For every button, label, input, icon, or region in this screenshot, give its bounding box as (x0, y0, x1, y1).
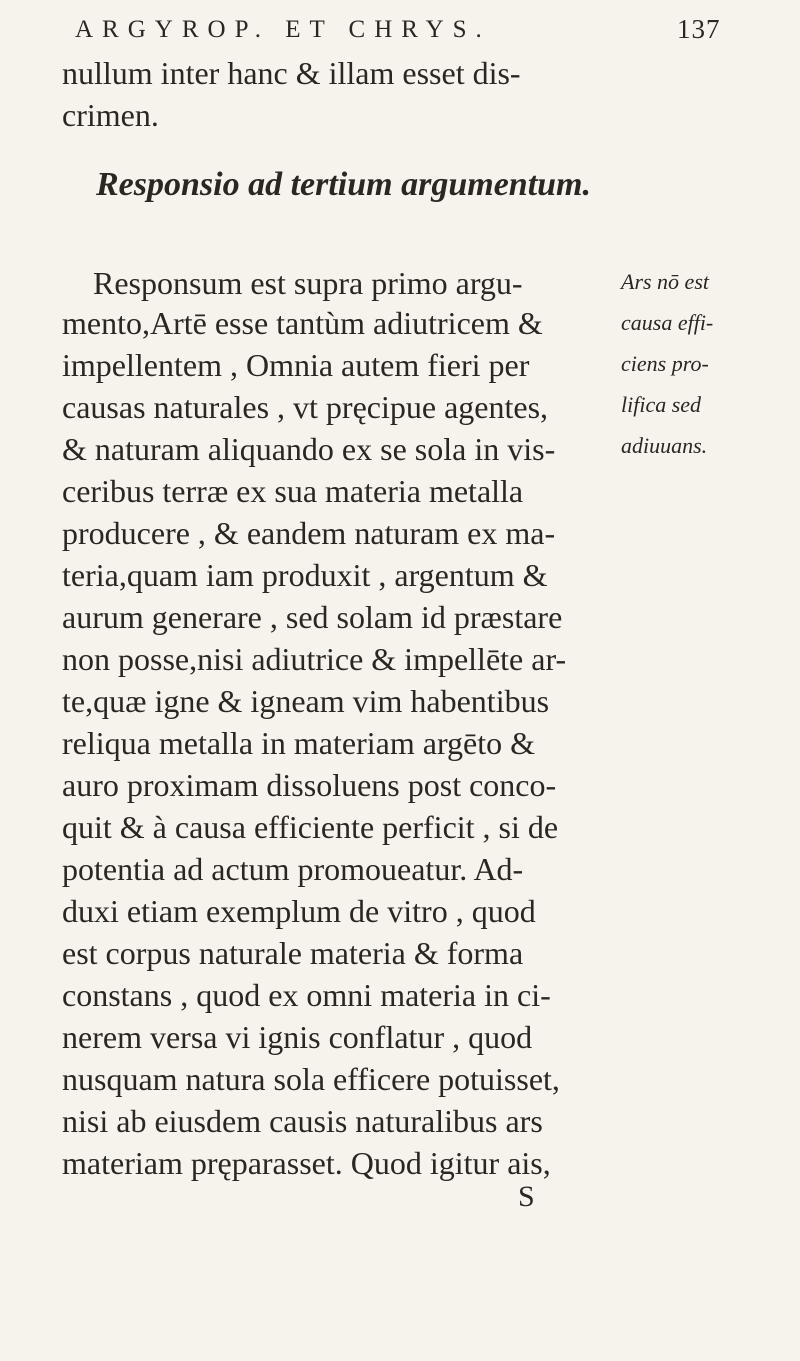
section-heading: Responsio ad tertium argumentum. (96, 166, 591, 203)
text-line: producere , & eandem naturam ex ma- (62, 515, 556, 551)
text-line: quit & à causa efficiente perficit , si de (62, 809, 559, 845)
margin-note-line: Ars nō est (621, 269, 709, 294)
text-line: crimen. (62, 97, 159, 133)
text-line: Responsum est supra primo argu- (93, 265, 523, 301)
text-line: teria,quam iam produxit , argentum & (62, 557, 548, 593)
text-line: te,quæ igne & igneam vim habentibus (62, 683, 550, 719)
margin-note-line: lifica sed (621, 392, 702, 417)
text-line: reliqua metalla in materiam argēto & (62, 725, 535, 761)
text-line: constans , quod ex omni materia in ci- (62, 977, 551, 1013)
page-number: 137 (677, 14, 721, 44)
margin-note-line: adiuuans. (621, 433, 708, 458)
text-line: nisi ab eiusdem causis naturalibus ars (62, 1103, 543, 1139)
running-title: ARGYROP. ET CHRYS. (75, 16, 491, 43)
text-line: & naturam aliquando ex se sola in vis- (62, 431, 556, 467)
signature-mark: S (518, 1180, 535, 1213)
text-line: nullum inter hanc & illam esset dis- (62, 55, 521, 91)
text-line: nusquam natura sola efficere potuisset, (62, 1061, 560, 1097)
page-header (75, 14, 755, 46)
text-line: mento,Artē esse tantùm adiutricem & (62, 305, 543, 341)
text-line: potentia ad actum promoueatur. Ad- (62, 851, 524, 887)
text-line: duxi etiam exemplum de vitro , quod (62, 893, 536, 929)
text-line: causas naturales , vt pręcipue agentes, (62, 389, 549, 425)
text-line: impellentem , Omnia autem fieri per (62, 347, 530, 383)
text-line: est corpus naturale materia & forma (62, 935, 524, 971)
margin-note-line: causa effi- (621, 310, 714, 335)
text-line: ceribus terræ ex sua materia metalla (62, 473, 524, 509)
text-line: materiam pręparasset. Quod igitur ais, (62, 1145, 551, 1181)
text-line: auro proximam dissoluens post conco- (62, 767, 557, 803)
text-line: aurum generare , sed solam id præstare (62, 599, 563, 635)
text-line: non posse,nisi adiutrice & impellēte ar- (62, 641, 567, 677)
text-line: nerem versa vi ignis conflatur , quod (62, 1019, 533, 1055)
margin-note-line: ciens pro- (621, 351, 709, 376)
